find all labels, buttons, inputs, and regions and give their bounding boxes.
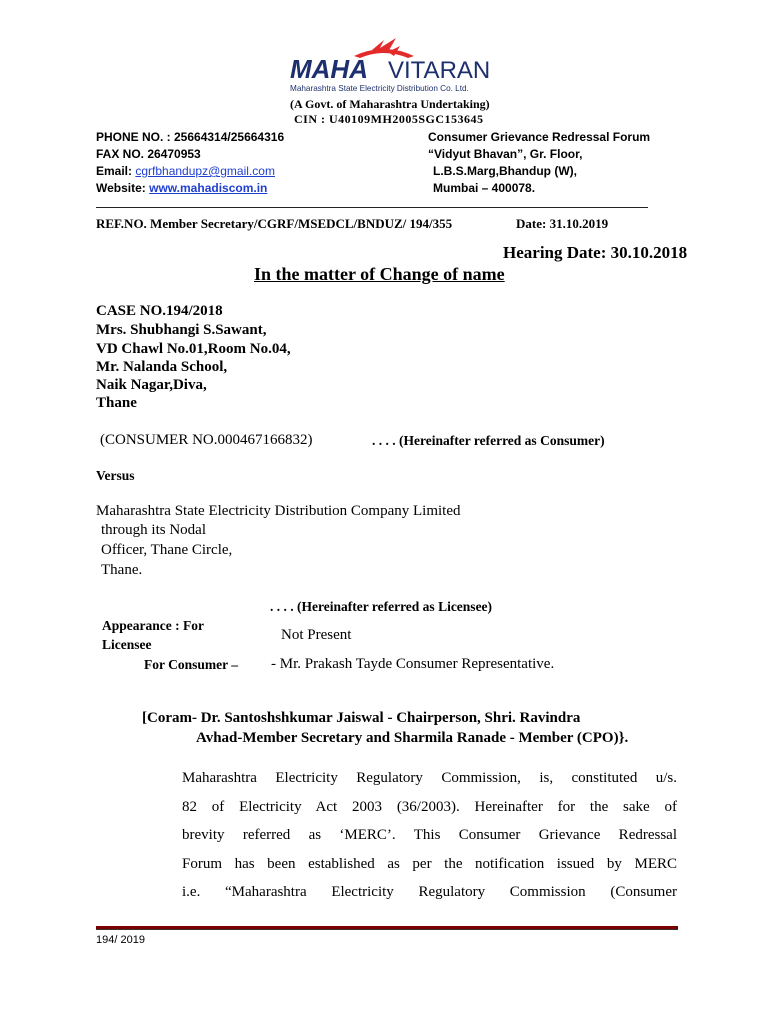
licensee-reference: . . . . (Hereinafter referred as Licensee)	[270, 599, 493, 614]
brand-vitaran: VITARAN	[388, 57, 491, 84]
brand-maha: MAHA	[290, 54, 368, 84]
address-line-3: Mumbai – 400078.	[433, 181, 536, 195]
mahavitaran-logo	[284, 36, 516, 94]
hearing-date: Hearing Date: 30.10.2018	[503, 243, 688, 262]
licensee-appearance-value: Not Present	[281, 627, 352, 643]
phone-number: PHONE NO. : 25664314/25664316	[96, 130, 285, 144]
reference-date: Date: 31.10.2019	[516, 216, 609, 231]
email-line	[96, 164, 275, 178]
licensee-line: Maharashtra State Electricity Distribution Company Limited	[96, 503, 461, 519]
consumer-address-line: Thane	[96, 395, 137, 411]
consumer-appearance-label: For Consumer –	[144, 657, 238, 672]
address-line-2: L.B.S.Marg,Bhandup (W),	[433, 164, 577, 178]
consumer-reference: . . . . (Hereinafter referred as Consumer)	[372, 433, 605, 448]
consumer-appearance-value: - Mr. Prakash Tayde Consumer Representative.	[271, 656, 555, 672]
appearance-label: Appearance : For	[102, 618, 204, 633]
cin-line: CIN : U40109MH2005SGC153645	[294, 112, 484, 126]
fax-number: FAX NO. 26470953	[96, 147, 201, 161]
versus-label: Versus	[96, 468, 135, 483]
consumer-address-line: Naik Nagar,Diva,	[96, 377, 207, 393]
paragraph-line: i.e. “Maharashtra Electricity Regulatory Commission (Consumer	[182, 884, 677, 900]
logo-tagline: Maharashtra State Electricity Distribution Co. Ltd.	[290, 84, 469, 93]
consumer-address-line: VD Chawl No.01,Room No.04,	[96, 341, 291, 357]
coram-line: [Coram- Dr. Santoshshkumar Jaiswal - Chairperson, Shri. Ravindra	[142, 710, 581, 726]
paragraph-line: brevity referred as ‘MERC’. This Consumer Grievance Redressal	[182, 827, 677, 843]
licensee-line: Thane.	[101, 562, 143, 578]
reference-number: REF.NO. Member Secretary/CGRF/MSEDCL/BNDUZ/ 194/355	[96, 216, 453, 231]
page-title: In the matter of Change of name	[254, 264, 505, 284]
footer-page-reference: 194/ 2019	[96, 934, 145, 946]
govt-line: (A Govt. of Maharashtra Undertaking)	[290, 97, 490, 111]
consumer-address-line: Mr. Nalanda School,	[96, 359, 228, 375]
appearance-label-licensee: Licensee	[102, 637, 152, 652]
email-label: Email:	[96, 164, 136, 178]
licensee-line: Officer, Thane Circle,	[101, 542, 233, 558]
website-line	[96, 181, 267, 195]
email-link[interactable]: cgrfbhandupz@gmail.com	[135, 164, 275, 178]
website-label: Website:	[96, 181, 150, 195]
case-number: CASE NO.194/2018	[96, 303, 223, 319]
consumer-address-line: Mrs. Shubhangi S.Sawant,	[96, 322, 267, 338]
forum-name: Consumer Grievance Redressal Forum	[428, 130, 651, 144]
licensee-line: through its Nodal	[101, 522, 206, 538]
header-divider	[96, 207, 648, 208]
paragraph-line: Forum has been established as per the notification issued by MERC	[182, 855, 677, 872]
body-paragraph	[182, 764, 677, 907]
paragraph-line: Maharashtra Electricity Regulatory Commission, is, constituted u/s.	[182, 770, 677, 786]
consumer-number: (CONSUMER NO.000467166832)	[100, 432, 313, 448]
footer-divider	[96, 926, 678, 930]
website-link[interactable]: www.mahadiscom.in	[149, 181, 268, 195]
address-line-1: “Vidyut Bhavan”, Gr. Floor,	[428, 147, 583, 161]
coram-line: Avhad-Member Secretary and Sharmila Ranade - Member (CPO)}.	[196, 730, 629, 746]
paragraph-line: 82 of Electricity Act 2003 (36/2003). Hereinafter for the sake of	[182, 798, 677, 815]
